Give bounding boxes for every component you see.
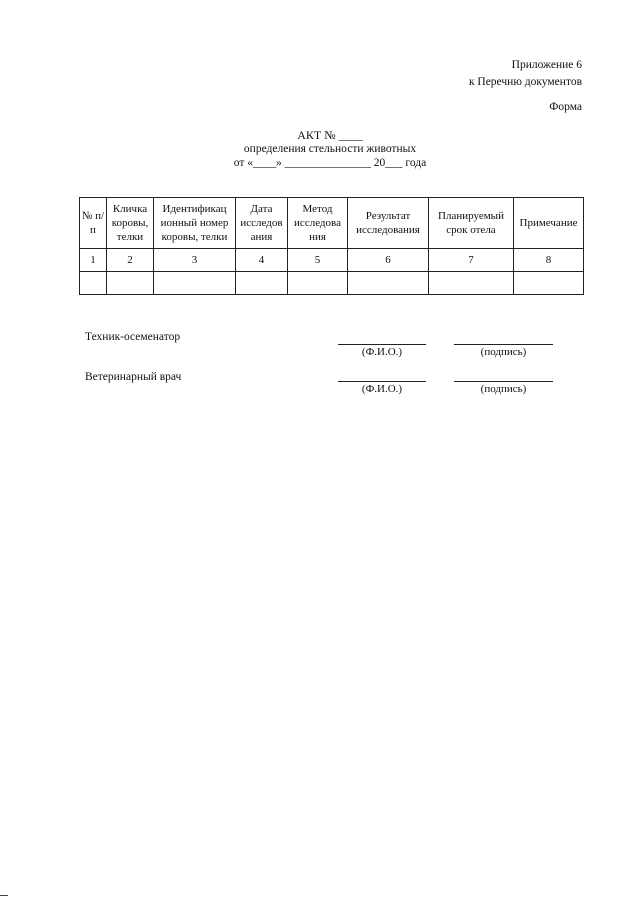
column-number-row	[80, 249, 584, 272]
technician-label: Техник-осеменатор	[85, 331, 181, 343]
act-subject-line: определения стельности животных	[243, 143, 417, 155]
column-number: 2	[107, 249, 154, 272]
table-cell	[288, 272, 348, 295]
column-header: № п/п	[80, 198, 107, 249]
column-header: Идентификац ионный номер коровы, телки	[154, 198, 236, 249]
document-title	[200, 128, 460, 170]
table-cell	[429, 272, 514, 295]
scan-edge-mark	[0, 895, 8, 896]
column-header: Планируемый срок отела	[429, 198, 514, 249]
signature-caption: (подпись)	[480, 383, 527, 395]
signature-line	[454, 381, 553, 382]
column-header: Примечание	[514, 198, 584, 249]
appendix-reference	[469, 57, 582, 91]
fio-line	[338, 381, 426, 382]
table-cell	[107, 272, 154, 295]
column-number: 5	[288, 249, 348, 272]
act-number-line: АКТ № ____	[297, 128, 363, 142]
form-label: Форма	[549, 101, 582, 113]
column-header: Метод исследова ния	[288, 198, 348, 249]
table-cell	[236, 272, 288, 295]
column-number: 4	[236, 249, 288, 272]
appendix-subtitle: к Перечню документов	[468, 76, 582, 88]
table-cell	[348, 272, 429, 295]
column-number: 6	[348, 249, 429, 272]
act-table	[79, 197, 584, 295]
column-number: 3	[154, 249, 236, 272]
table-cell	[154, 272, 236, 295]
column-number: 8	[514, 249, 584, 272]
fio-line	[338, 344, 426, 345]
column-header: Дата исследов ания	[236, 198, 288, 249]
appendix-number: Приложение 6	[511, 59, 582, 71]
table-row	[80, 272, 584, 295]
fio-caption: (Ф.И.О.)	[361, 383, 403, 395]
signature-caption: (подпись)	[480, 346, 527, 358]
table-header-row	[80, 198, 584, 249]
act-date-line: от «____» _______________ 20___ года	[233, 157, 427, 169]
signature-line	[454, 344, 553, 345]
column-header: Результат исследования	[348, 198, 429, 249]
veterinarian-label: Ветеринарный врач	[85, 371, 182, 383]
table-cell	[514, 272, 584, 295]
column-number: 7	[429, 249, 514, 272]
column-header: Кличка коровы, телки	[107, 198, 154, 249]
column-number: 1	[80, 249, 107, 272]
table-cell	[80, 272, 107, 295]
fio-caption: (Ф.И.О.)	[361, 346, 403, 358]
